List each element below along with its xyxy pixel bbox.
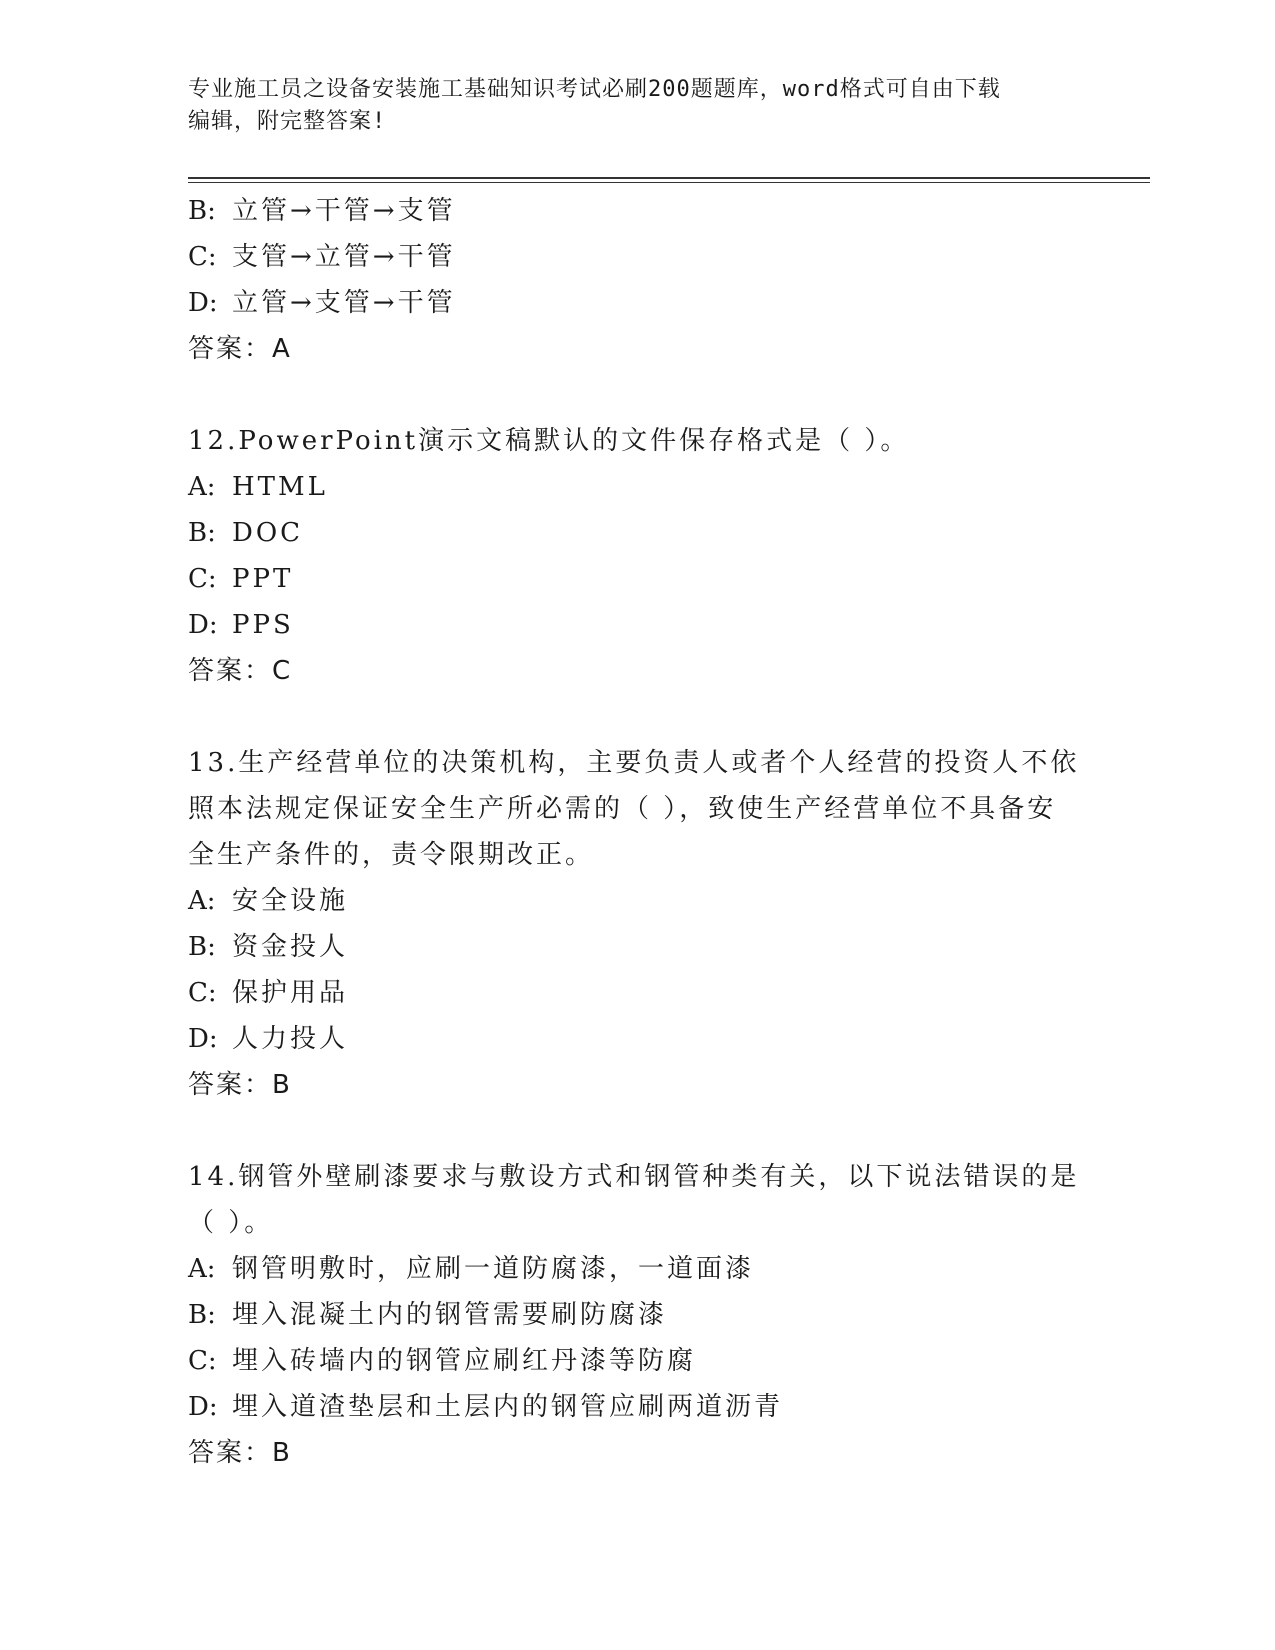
spacer — [188, 1108, 1088, 1154]
option-d: D: 埋入道渣垫层和土层内的钢管应刷两道沥青 — [188, 1392, 784, 1422]
header-line-2: 编辑，附完整答案! — [188, 109, 387, 134]
answer-line: 答案：A — [188, 334, 292, 364]
option-c: C: PPT — [188, 564, 294, 594]
question-stem: 12.PowerPoint演示文稿默认的文件保存格式是（ ）。 — [188, 426, 910, 456]
option-a: A: 钢管明敷时，应刷一道防腐漆，一道面漆 — [188, 1254, 755, 1284]
header-line-1: 专业施工员之设备安装施工基础知识考试必刷200题题库，word格式可自由下载 — [188, 77, 1001, 102]
option-d: D: 人力投人 — [188, 1024, 349, 1054]
option-b: B: 埋入混凝土内的钢管需要刷防腐漆 — [188, 1300, 668, 1330]
answer-line: 答案：B — [188, 1070, 292, 1100]
question-stem-line-2: （ ）。 — [188, 1208, 274, 1238]
option-c: C: 支管→立管→干管 — [188, 242, 456, 272]
option-d: D: PPS — [188, 610, 294, 640]
question-stem-line-3: 全生产条件的，责令限期改正。 — [188, 840, 595, 870]
option-b: B: 资金投人 — [188, 932, 349, 962]
option-a: A: HTML — [188, 472, 328, 502]
option-c: C: 埋入砖墙内的钢管应刷红丹漆等防腐 — [188, 1346, 697, 1376]
question-12 — [188, 418, 1088, 694]
question-stem-line-1: 13.生产经营单位的决策机构，主要负责人或者个人经营的投资人不依 — [188, 748, 1080, 778]
question-stem-line-1: 14.钢管外壁刷漆要求与敷设方式和钢管种类有关，以下说法错误的是 — [188, 1162, 1080, 1192]
header-rule-thin — [188, 182, 1150, 183]
question-stem-line-2: 照本法规定保证安全生产所必需的（ ），致使生产经营单位不具备安 — [188, 794, 1057, 824]
question-14 — [188, 1154, 1088, 1476]
question-13 — [188, 740, 1088, 1108]
option-c: C: 保护用品 — [188, 978, 349, 1008]
spacer — [188, 694, 1088, 740]
page-header — [188, 74, 1078, 138]
option-b: B: DOC — [188, 518, 304, 548]
question-list — [188, 188, 1088, 1476]
header-rule-thick — [188, 177, 1150, 179]
answer-line: 答案：C — [188, 656, 293, 686]
spacer — [188, 372, 1088, 418]
option-a: A: 安全设施 — [188, 886, 349, 916]
question-11 — [188, 188, 1088, 372]
option-d: D: 立管→支管→干管 — [188, 288, 456, 318]
answer-line: 答案：B — [188, 1438, 292, 1468]
option-b: B: 立管→干管→支管 — [188, 196, 456, 226]
